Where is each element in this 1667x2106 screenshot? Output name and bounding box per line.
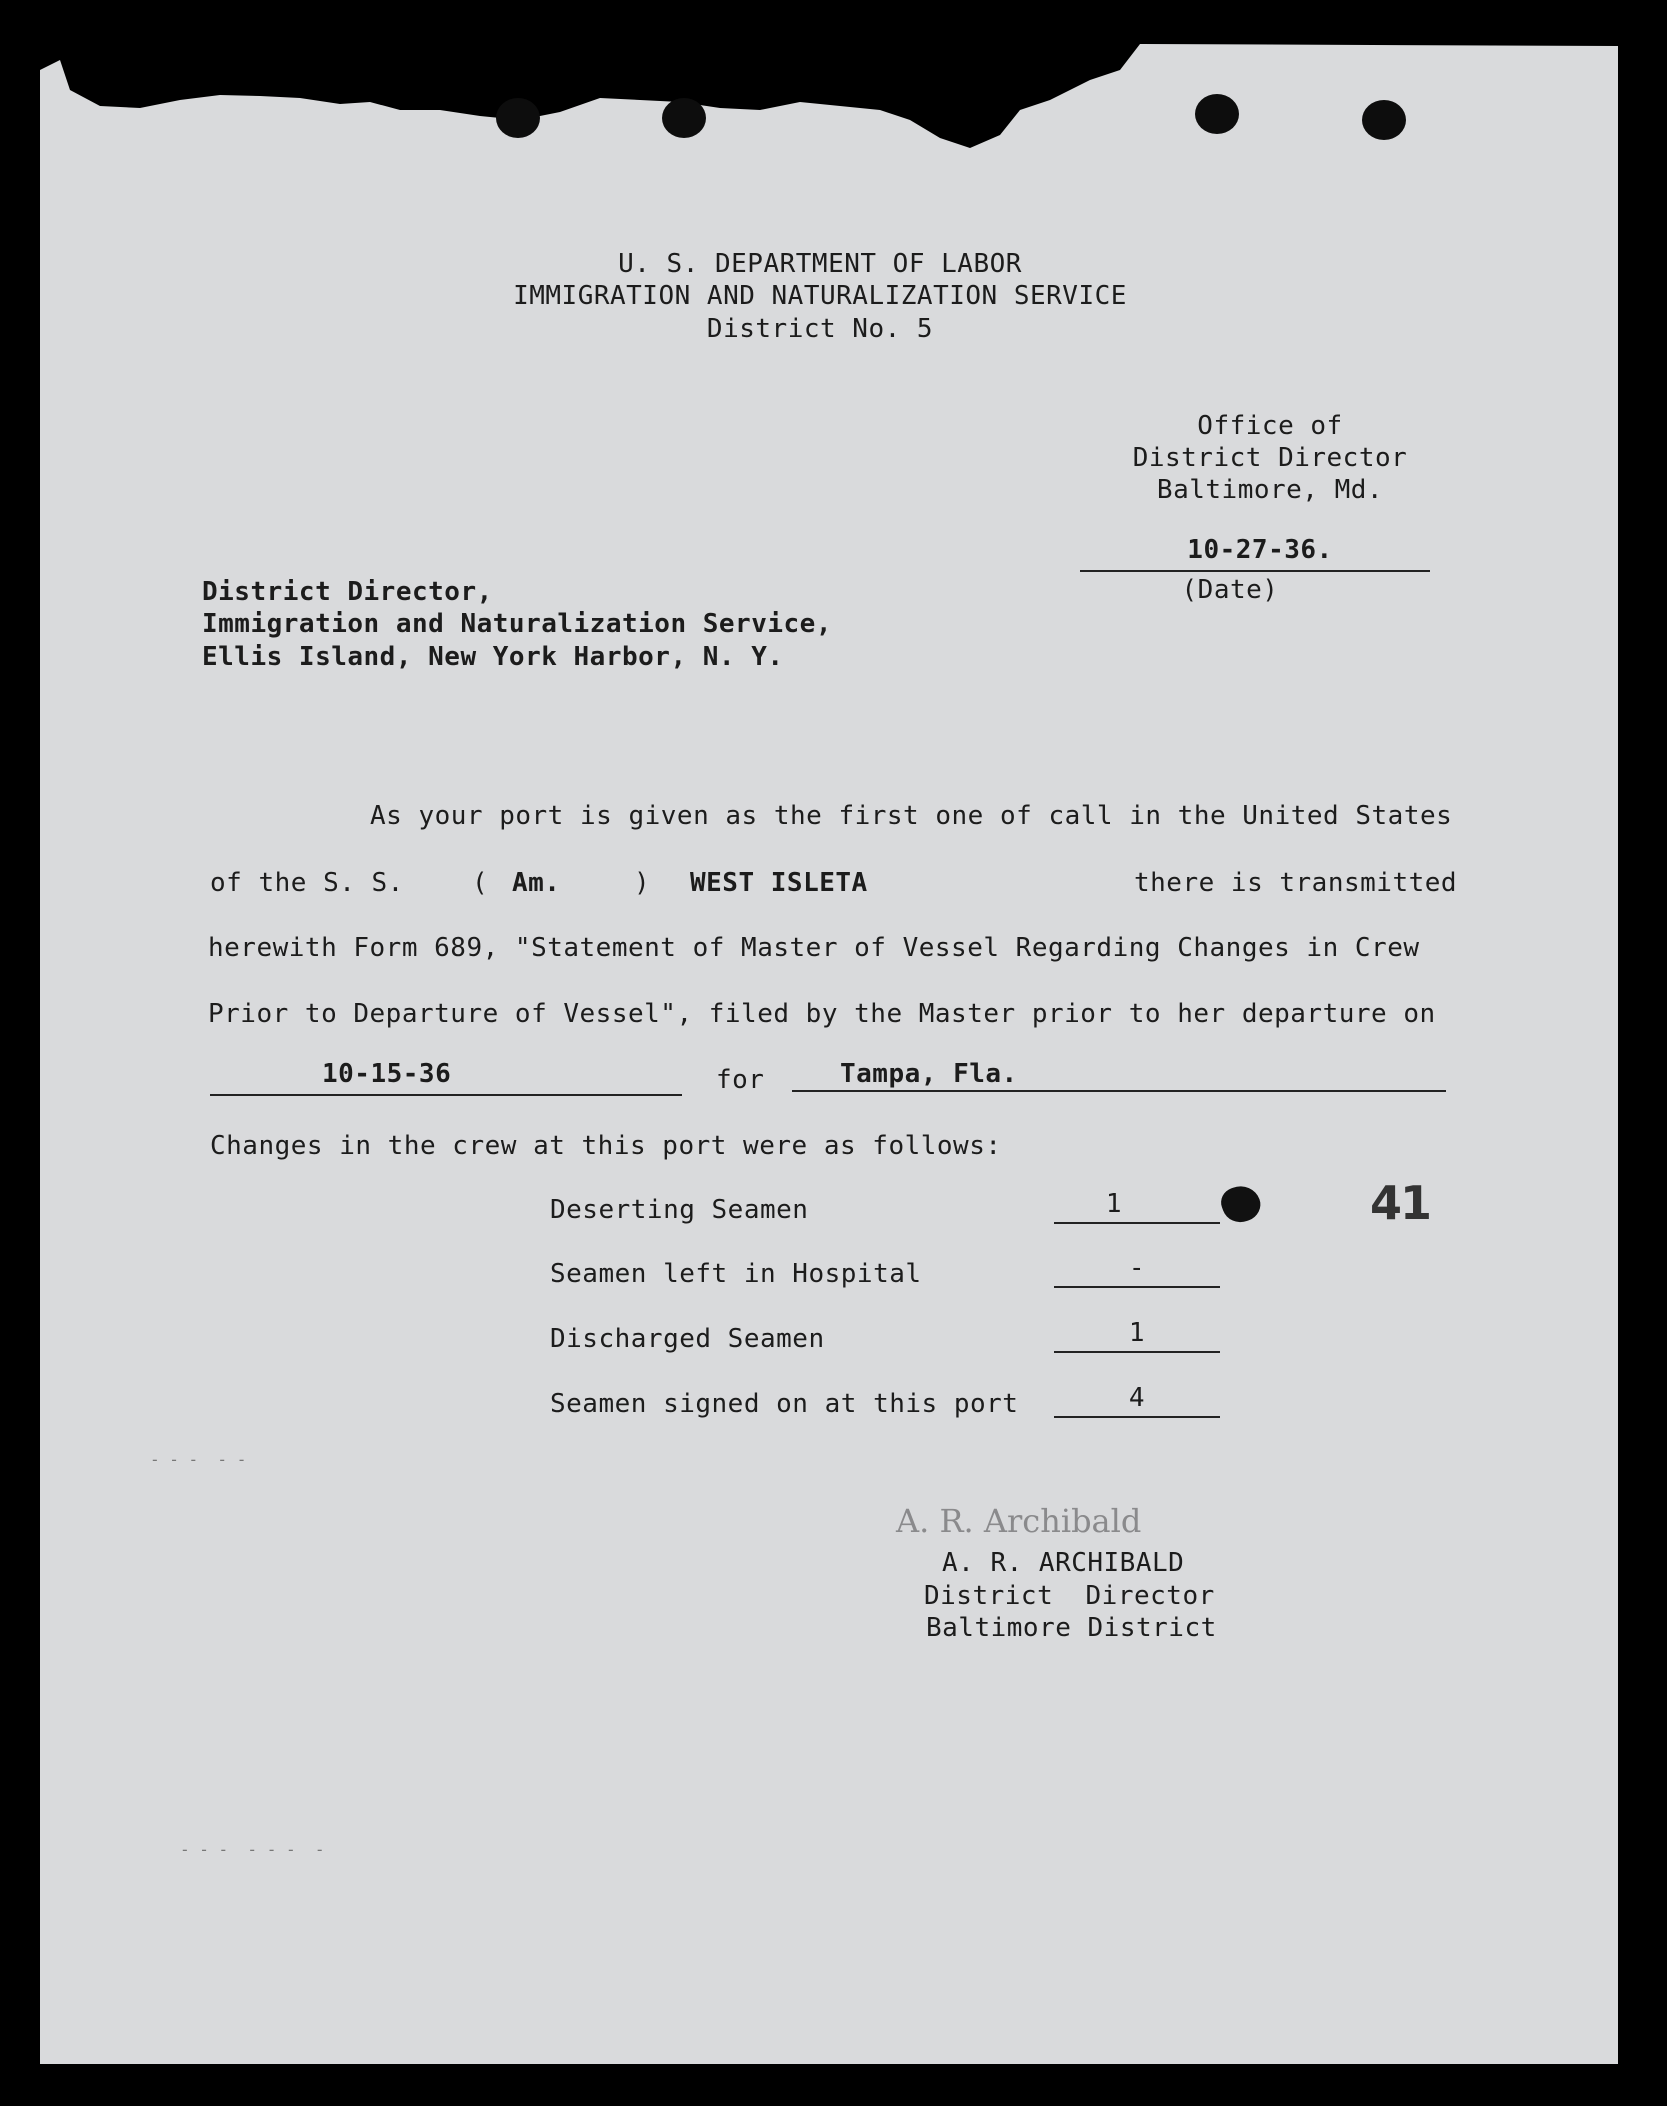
addressee-line-2: Immigration and Naturalization Service, <box>202 609 832 639</box>
body-line-2-suffix: there is transmitted <box>1134 868 1458 898</box>
change-value-deserting: 1 <box>1105 1189 1123 1219</box>
letter-date: 10-27-36. <box>1187 535 1333 565</box>
destination: Tampa, Fla. <box>840 1059 1018 1089</box>
signer-district: Baltimore District <box>926 1613 1217 1643</box>
punch-hole <box>662 98 706 138</box>
change-value-signed-on: 4 <box>1128 1383 1146 1413</box>
destination-underline <box>792 1090 1446 1092</box>
departure-date: 10-15-36 <box>322 1059 452 1089</box>
change-label-signed-on: Seamen signed on at this port <box>550 1389 1019 1419</box>
signer-name: A. R. ARCHIBALD <box>942 1548 1185 1578</box>
stamped-number: 41 <box>1370 1176 1431 1230</box>
addressee-line-1: District Director, <box>202 577 493 607</box>
office-line-1: Office of <box>1197 411 1343 441</box>
change-label-discharged: Discharged Seamen <box>550 1324 825 1354</box>
changes-intro: Changes in the crew at this port were as follows: <box>210 1131 1002 1161</box>
change-value-discharged: 1 <box>1128 1318 1146 1348</box>
change-underline <box>1054 1222 1220 1224</box>
punch-hole <box>1362 100 1406 140</box>
body-line-2-prefix: of the S. S. <box>210 868 404 898</box>
change-value-hospital: - <box>1128 1253 1146 1283</box>
body-line-3: herewith Form 689, "Statement of Master of Vessel Regarding Changes in Crew <box>208 933 1420 963</box>
departure-date-underline <box>210 1094 682 1096</box>
date-underline <box>1080 570 1430 572</box>
change-underline <box>1054 1286 1220 1288</box>
vessel-name: WEST ISLETA <box>690 868 868 898</box>
office-line-3: Baltimore, Md. <box>1156 475 1384 505</box>
paren-close: ) <box>634 868 651 898</box>
handwritten-signature: A. R. Archibald <box>896 1502 1142 1540</box>
body-line-4: Prior to Departure of Vessel", filed by the Master prior to her departure on <box>208 999 1436 1029</box>
paren-open: ( <box>472 868 489 898</box>
office-line-2: District Director <box>1132 443 1408 473</box>
change-underline <box>1054 1416 1220 1418</box>
letterhead-line-2: IMMIGRATION AND NATURALIZATION SERVICE <box>513 281 1127 311</box>
signer-title: District Director <box>924 1581 1215 1611</box>
punch-hole <box>496 98 540 138</box>
letterhead-line-3: District No. 5 <box>706 314 934 344</box>
for-label: for <box>716 1065 765 1095</box>
margin-specks: - - - - - <box>150 1450 247 1469</box>
letterhead-line-1: U. S. DEPARTMENT OF LABOR <box>618 249 1022 279</box>
body-line-1: As your port is given as the first one of call in the United States <box>370 801 1453 831</box>
date-caption: (Date) <box>1181 575 1279 605</box>
change-label-hospital: Seamen left in Hospital <box>550 1259 922 1289</box>
change-underline <box>1054 1351 1220 1353</box>
punch-hole <box>1195 94 1239 134</box>
vessel-nationality: Am. <box>512 868 561 898</box>
addressee-line-3: Ellis Island, New York Harbor, N. Y. <box>202 642 784 672</box>
margin-specks: - - - - - - - <box>180 1840 325 1859</box>
change-label-deserting: Deserting Seamen <box>550 1195 809 1225</box>
